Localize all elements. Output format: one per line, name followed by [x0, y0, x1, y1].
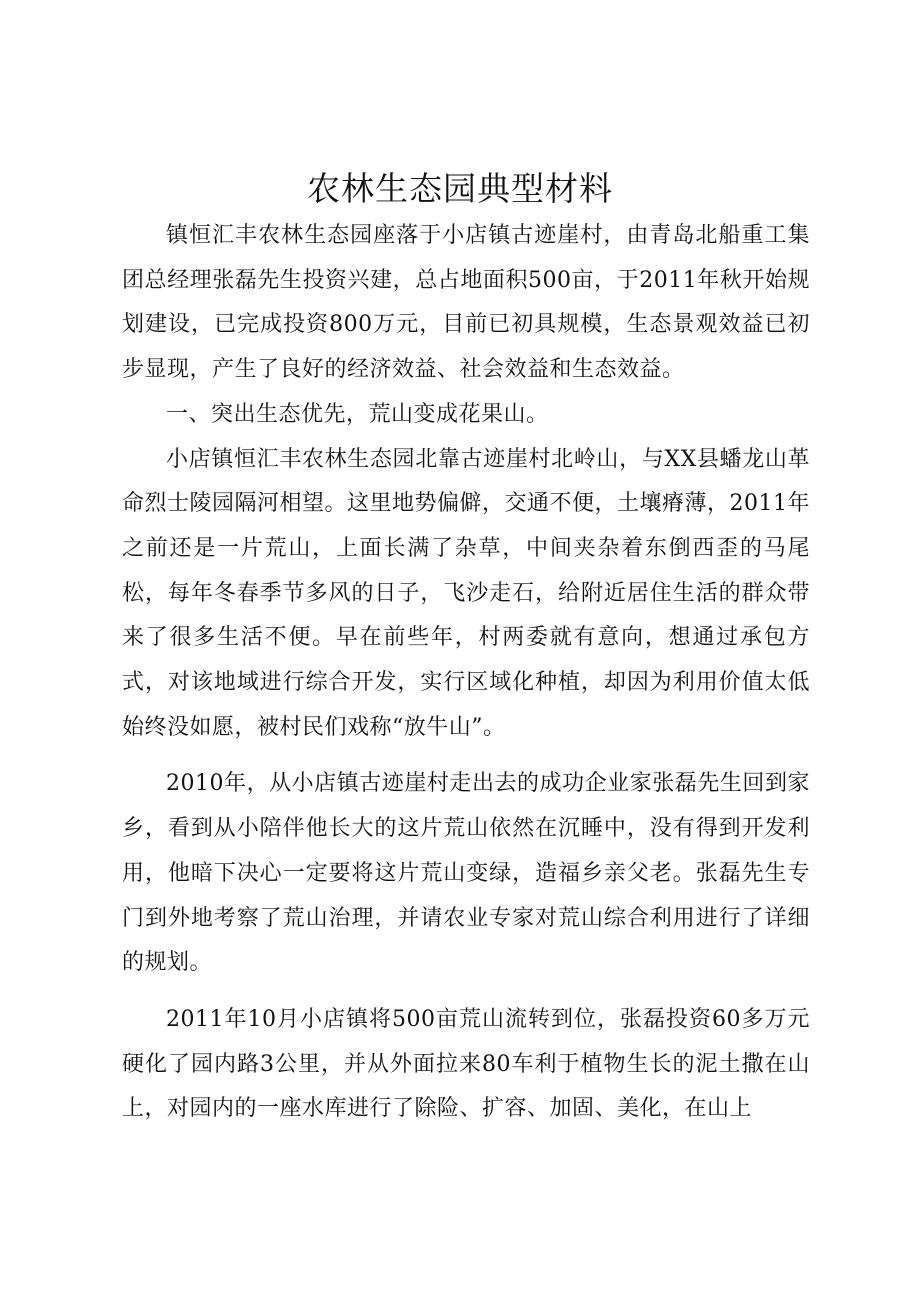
document-title: 农林生态园典型材料 — [307, 169, 613, 208]
document-body — [122, 214, 810, 1132]
paragraph-2010: 2010年，从小店镇古迹崖村走出去的成功企业家张磊先生回到家乡，看到从小陪伴他长大的这片荒山依然在沉睡中，没有得到开发利用，他暗下决心一定要将这片荒山变绿，造福乡亲父老。张磊先生专门到外地考察了荒山治理，并请农业专家对荒山综合利用进行了详细的规划。 — [122, 771, 810, 976]
paragraph-background: 小店镇恒汇丰农林生态园北靠古迹崖村北岭山，与XX县蟠龙山革命烈士陵园隔河相望。这里地势偏僻，交通不便，土壤瘠薄，2011年之前还是一片荒山，上面长满了杂草，中间夹杂着东倒西歪的马尾松，每年冬春季节多风的日子，飞沙走石，给附近居住生活的群众带来了很多生活不便。早在前些年，村两委就有意向，想通过承包方式，对该地域进行综合开发，实行区域化种植，却因为利用价值太低始终没如愿，被村民们戏称“放牛山”。 — [122, 446, 810, 740]
section-heading-1: 一、突出生态优先，荒山变成花果山。 — [166, 401, 549, 427]
paragraph-2011: 2011年10月小店镇将500亩荒山流转到位，张磊投资60多万元硬化了园内路3公里，并从外面拉来80车利于植物生长的泥土撒在山上，对园内的一座水库进行了除险、扩容、加固、美化，在山上 — [122, 1006, 810, 1122]
paragraph-intro: 镇恒汇丰农林生态园座落于小店镇古迹崖村，由青岛北船重工集团总经理张磊先生投资兴建，总占地面积500亩，于2011年秋开始规划建设，已完成投资800万元，目前已初具规模，生态景观效益已初步显现，产生了良好的经济效益、社会效益和生态效益。 — [122, 223, 810, 383]
